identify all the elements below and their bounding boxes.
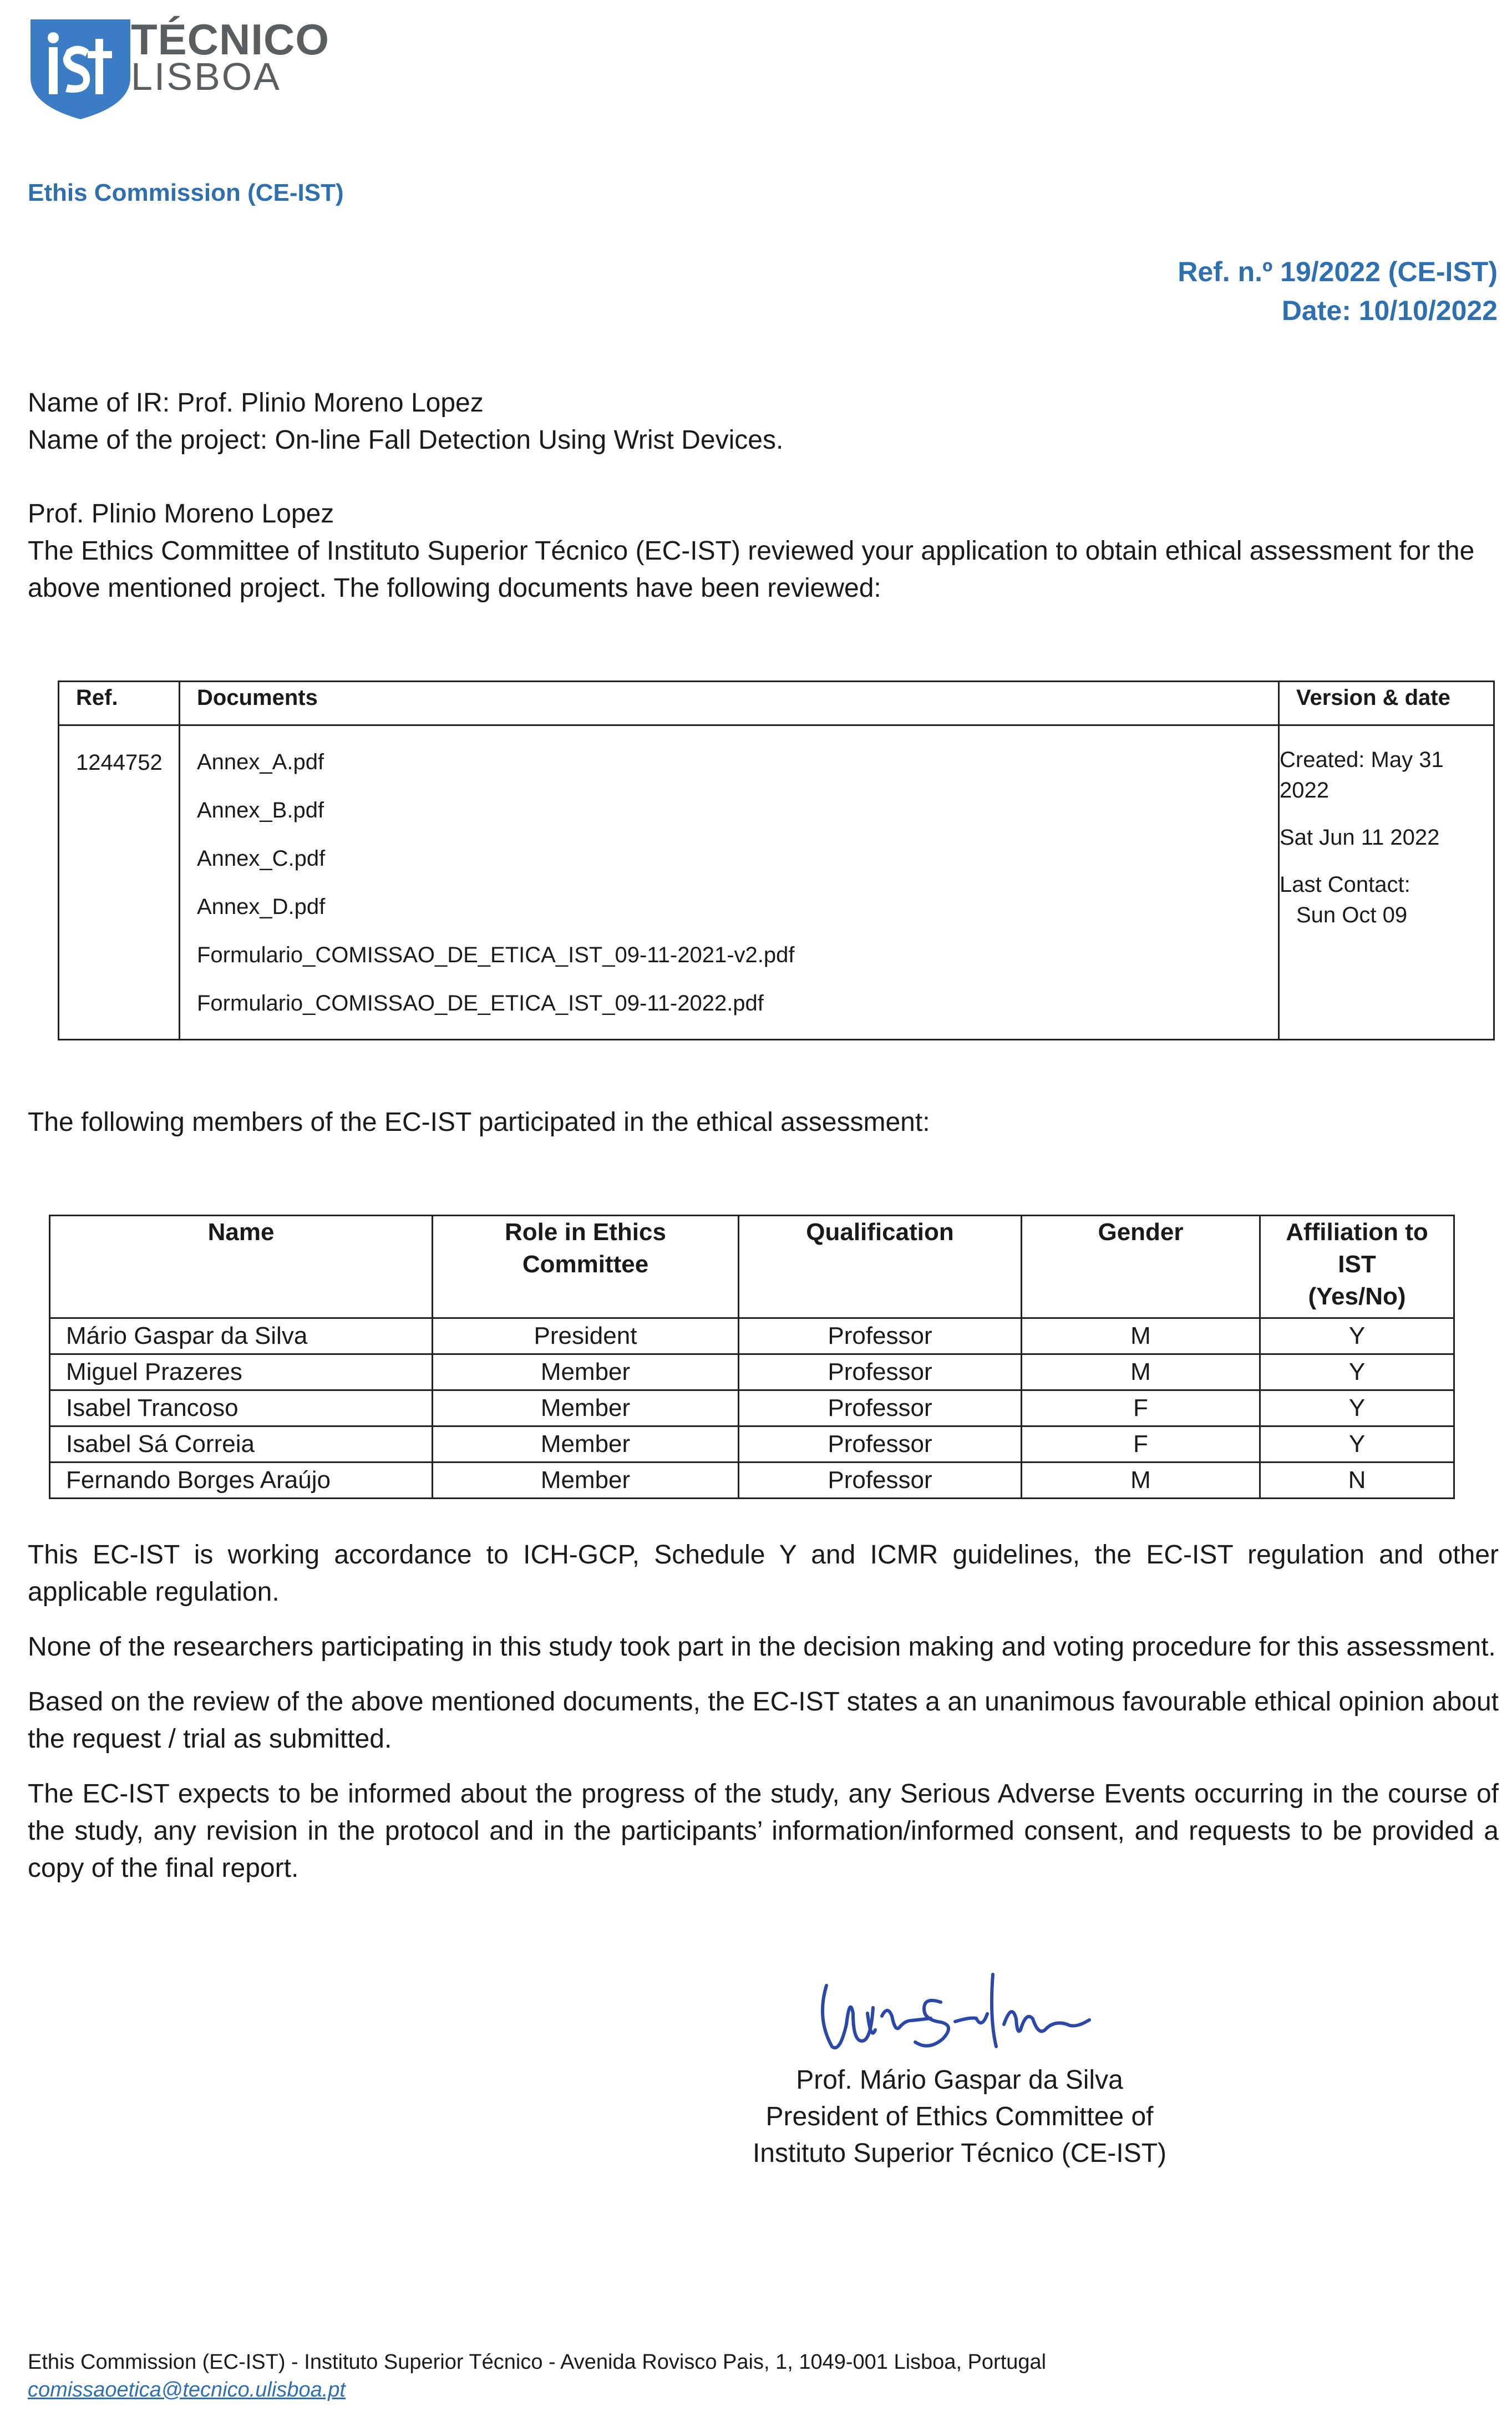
reference-block [1178, 252, 1498, 330]
document-list [180, 725, 1279, 1040]
member-name: Isabel Trancoso [50, 1390, 433, 1426]
member-affiliation: Y [1260, 1318, 1454, 1354]
document-item: Annex_C.pdf [197, 846, 326, 871]
header-ref: Ref. [59, 682, 180, 725]
member-affiliation: Y [1260, 1390, 1454, 1426]
statement-paragraph: Based on the review of the above mentioned documents, the EC-IST states a an unanimous favourable ethical opinion about the request / trial as submitted. [28, 1687, 1499, 1754]
document-item: Formulario_COMISSAO_DE_ETICA_IST_09-11-2021-v2.pdf [197, 943, 795, 967]
member-role: Member [433, 1390, 739, 1426]
handwritten-signature [810, 1963, 1120, 2063]
last-contact-date: Sun Oct 09 [1296, 903, 1408, 927]
member-qualification: Professor [739, 1390, 1022, 1426]
member-role: President [433, 1318, 739, 1354]
last-contact-label: Last Contact: [1280, 872, 1410, 897]
document-item: Annex_B.pdf [197, 798, 324, 822]
member-qualification: Professor [739, 1318, 1022, 1354]
table-row [50, 1318, 1454, 1354]
header-affiliation [1260, 1216, 1454, 1318]
document-ref: 1244752 [59, 725, 180, 1040]
table-row [50, 1390, 1454, 1426]
members-table [49, 1215, 1455, 1499]
member-gender: M [1022, 1354, 1260, 1390]
member-affiliation: Y [1260, 1354, 1454, 1390]
table-row [50, 1354, 1454, 1390]
footer-address: Ethis Commission (EC-IST) - Instituto Superior Técnico - Avenida Rovisco Pais, 1, 1049-001 Lisboa, Portugal [28, 2350, 1047, 2374]
logo-name-line1: TÉCNICO [131, 15, 329, 64]
investigator-name: Name of IR: Prof. Plinio Moreno Lopez [28, 388, 484, 418]
header-role-line1: Role in Ethics [505, 1218, 666, 1246]
documents-table-row [59, 725, 1494, 1040]
statement-paragraph: The EC-IST expects to be informed about the progress of the study, any Serious Adverse Events occurring in the course of the study, any revision in the protocol and in the participants’ information/informed consent, and requests to be provided a copy of the final report. [28, 1779, 1499, 1883]
header-affiliation-line2: (Yes/No) [1308, 1283, 1406, 1310]
member-gender: M [1022, 1318, 1260, 1354]
header-version: Version & date [1279, 682, 1494, 725]
second-date: Sat Jun 11 2022 [1280, 825, 1440, 850]
member-name: Miguel Prazeres [50, 1354, 433, 1390]
member-affiliation: Y [1260, 1426, 1454, 1463]
members-table-header [50, 1216, 1454, 1318]
version-dates [1279, 725, 1494, 1040]
member-qualification: Professor [739, 1463, 1022, 1499]
header-role [433, 1216, 739, 1318]
document-item: Annex_A.pdf [197, 750, 324, 774]
document-item: Formulario_COMISSAO_DE_ETICA_IST_09-11-2022.pdf [197, 991, 764, 1015]
member-role: Member [433, 1354, 739, 1390]
header-documents: Documents [180, 682, 1279, 725]
greeting: Prof. Plinio Moreno Lopez [28, 499, 334, 529]
signatory-title-line2: Instituto Superior Técnico (CE-IST) [752, 2139, 1167, 2168]
members-intro: The following members of the EC-IST participated in the ethical assessment: [28, 1108, 930, 1137]
member-gender: F [1022, 1426, 1260, 1463]
reference-date: Date: 10/10/2022 [1281, 295, 1498, 326]
header-gender: Gender [1022, 1216, 1260, 1318]
header-qualification: Qualification [739, 1216, 1022, 1318]
table-row [50, 1463, 1454, 1499]
member-qualification: Professor [739, 1426, 1022, 1463]
document-item: Annex_D.pdf [197, 895, 326, 919]
greeting-block [28, 495, 1492, 607]
commission-header: Ethis Commission (CE-IST) [28, 179, 344, 206]
member-role: Member [433, 1426, 739, 1463]
header-affiliation-line1: Affiliation to IST [1286, 1218, 1428, 1278]
statement-paragraph: This EC-IST is working accordance to ICH-GCP, Schedule Y and ICMR guidelines, the EC-IST regulation and other applicable regulation. [28, 1540, 1499, 1607]
statement-paragraph: None of the researchers participating in this study took part in the decision making and voting procedure for this assessment. [28, 1632, 1496, 1662]
documents-table-header [59, 682, 1494, 725]
created-line2: 2022 [1280, 778, 1329, 803]
logo-name-line2: LISBOA [131, 55, 281, 98]
member-name: Mário Gaspar da Silva [50, 1318, 433, 1354]
table-row [50, 1426, 1454, 1463]
member-name: Isabel Sá Correia [50, 1426, 433, 1463]
project-name: Name of the project: On-line Fall Detection Using Wrist Devices. [28, 425, 784, 455]
member-gender: F [1022, 1390, 1260, 1426]
project-info [28, 384, 1492, 459]
member-name: Fernando Borges Araújo [50, 1463, 433, 1499]
signatory-title-line1: President of Ethics Committee of [765, 2102, 1154, 2131]
member-qualification: Professor [739, 1354, 1022, 1390]
header-role-line2: Committee [522, 1251, 649, 1278]
footer-email-link[interactable]: comissaoetica@tecnico.ulisboa.pt [28, 2378, 346, 2401]
created-date [1280, 745, 1488, 806]
signatory-name: Prof. Mário Gaspar da Silva [796, 2065, 1123, 2095]
documents-table [58, 681, 1495, 1040]
member-gender: M [1022, 1463, 1260, 1499]
last-contact [1280, 870, 1488, 931]
signatory-block [693, 2062, 1226, 2172]
member-role: Member [433, 1463, 739, 1499]
member-affiliation: N [1260, 1463, 1454, 1499]
intro-paragraph: The Ethics Committee of Instituto Superior Técnico (EC-IST) reviewed your application to obtain ethical assessment for the above mentioned project. The following documents have been reviewed: [28, 536, 1475, 603]
created-line1: Created: May 31 [1280, 748, 1444, 772]
reference-number: Ref. n.º 19/2022 (CE-IST) [1178, 256, 1498, 287]
header-name: Name [50, 1216, 433, 1318]
shield-logo-icon [28, 17, 133, 122]
statement-paragraphs [28, 1536, 1499, 1905]
